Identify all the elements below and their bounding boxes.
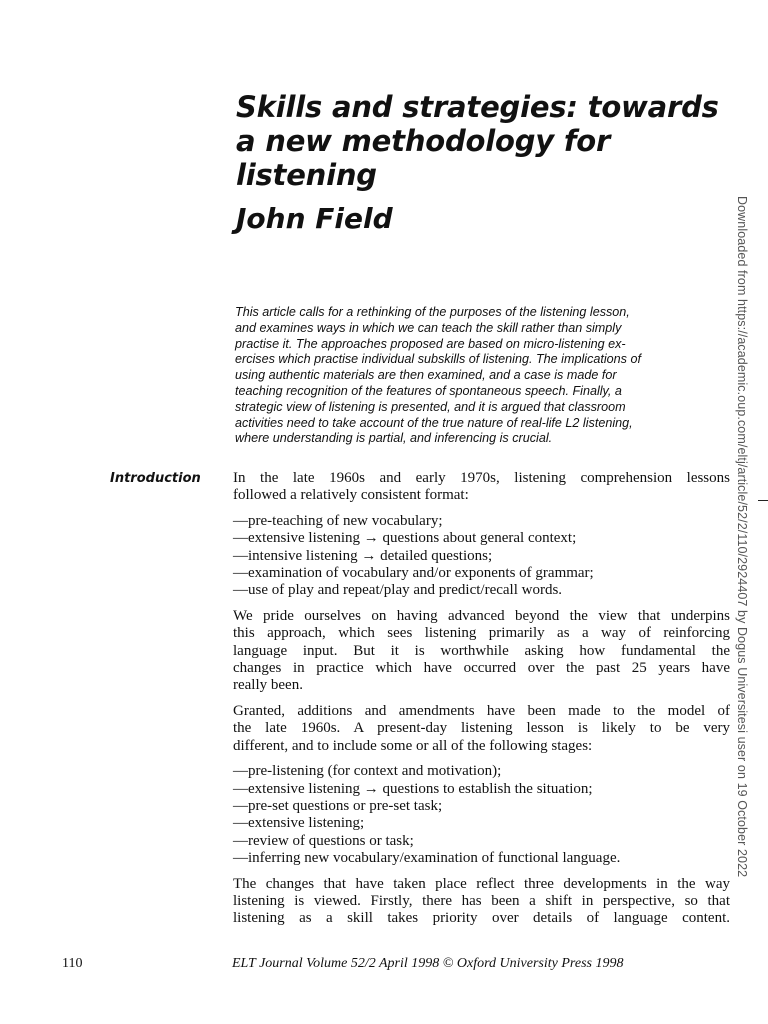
paragraph-line: listening as a skill takes priority over details of language content. [233, 910, 730, 927]
abstract-line: strategic view of listening is presented, and it is argued that classroom [235, 399, 626, 414]
list-item: —review of questions or task; [233, 832, 414, 849]
paragraph [233, 608, 730, 695]
paragraph-line: followed a relatively consistent format: [233, 487, 469, 504]
paragraph-line: different, and to include some or all of the following stages: [233, 737, 593, 754]
title-line: listening [236, 158, 377, 192]
list-item: —extensive listening → questions to establish the situation; [233, 780, 593, 797]
list-item: —extensive listening → questions about general context; [233, 530, 577, 547]
title-line: Skills and strategies: towards [236, 90, 719, 124]
stage-list [233, 513, 730, 600]
abstract-line: practise it. The approaches proposed are based on micro-listening ex- [235, 336, 626, 351]
download-stamp: Downloaded from https://academic.oup.com/eltj/article/52/2/110/2924407 by Dogus Universitesi user on 19 October 2022 [735, 196, 749, 878]
list-item: —examination of vocabulary and/or exponents of grammar; [233, 565, 594, 582]
page-number: 110 [62, 956, 83, 971]
list-item: —inferring new vocabulary/examination of functional language. [233, 850, 621, 867]
abstract-line: This article calls for a rethinking of the purposes of the listening lesson, [235, 305, 630, 319]
paragraph-line: changes in practice which have occurred over the past 25 years have [233, 660, 730, 677]
journal-citation: ELT Journal Volume 52/2 April 1998 © Oxford University Press 1998 [232, 956, 624, 971]
list-item: —pre-listening (for context and motivation); [233, 763, 502, 780]
abstract-line: teaching recognition of the features of spontaneous speech. Finally, a [235, 383, 622, 398]
list-item: —extensive listening; [233, 815, 365, 832]
author-name: John Field [236, 202, 393, 235]
paragraph [233, 703, 730, 755]
section-heading-introduction: Introduction [110, 471, 201, 486]
list-item: —use of play and repeat/play and predict/recall words. [233, 582, 563, 599]
paragraph-line: In the late 1960s and early 1970s, listening comprehension lessons [233, 470, 730, 486]
paragraph-line: Granted, additions and amendments have been made to the model of [233, 702, 730, 719]
paragraph-line: We pride ourselves on having advanced beyond the view that underpins [233, 607, 730, 624]
paragraph-line: really been. [233, 677, 303, 694]
paragraph-line: the late 1960s. A present-day listening lesson is likely to be very [233, 720, 730, 737]
paragraph [233, 876, 730, 928]
margin-mark [758, 500, 768, 501]
abstract-line: and examines ways in which we can teach the skill rather than simply [235, 320, 622, 335]
paragraph [233, 470, 730, 505]
paragraph-line: this approach, which sees listening primarily as a way of reinforcing [233, 625, 730, 642]
paragraph-line: listening is viewed. Firstly, there has been a shift in perspective, so that [233, 892, 730, 909]
article-title [236, 90, 746, 192]
paragraph-line: language input. But it is worthwhile asking how fundamental the [233, 642, 730, 659]
introduction-body [233, 470, 730, 936]
abstract-line: where understanding is partial, and inferencing is crucial. [235, 431, 553, 446]
list-item: —pre-teaching of new vocabulary; [233, 512, 443, 529]
abstract-line: using authentic materials are then examined, and a case is made for [235, 368, 617, 383]
list-item: —intensive listening → detailed questions; [233, 547, 493, 564]
list-item: —pre-set questions or pre-set task; [233, 797, 443, 814]
abstract [235, 305, 730, 447]
abstract-line: activities need to take account of the true nature of real-life L2 listening, [235, 415, 633, 430]
abstract-line: ercises which practise individual subskills of listening. The implications of [235, 352, 641, 367]
paragraph-line: The changes that have taken place reflect three developments in the way [233, 875, 730, 892]
title-line: a new methodology for [236, 124, 611, 158]
stage-list [233, 763, 730, 867]
